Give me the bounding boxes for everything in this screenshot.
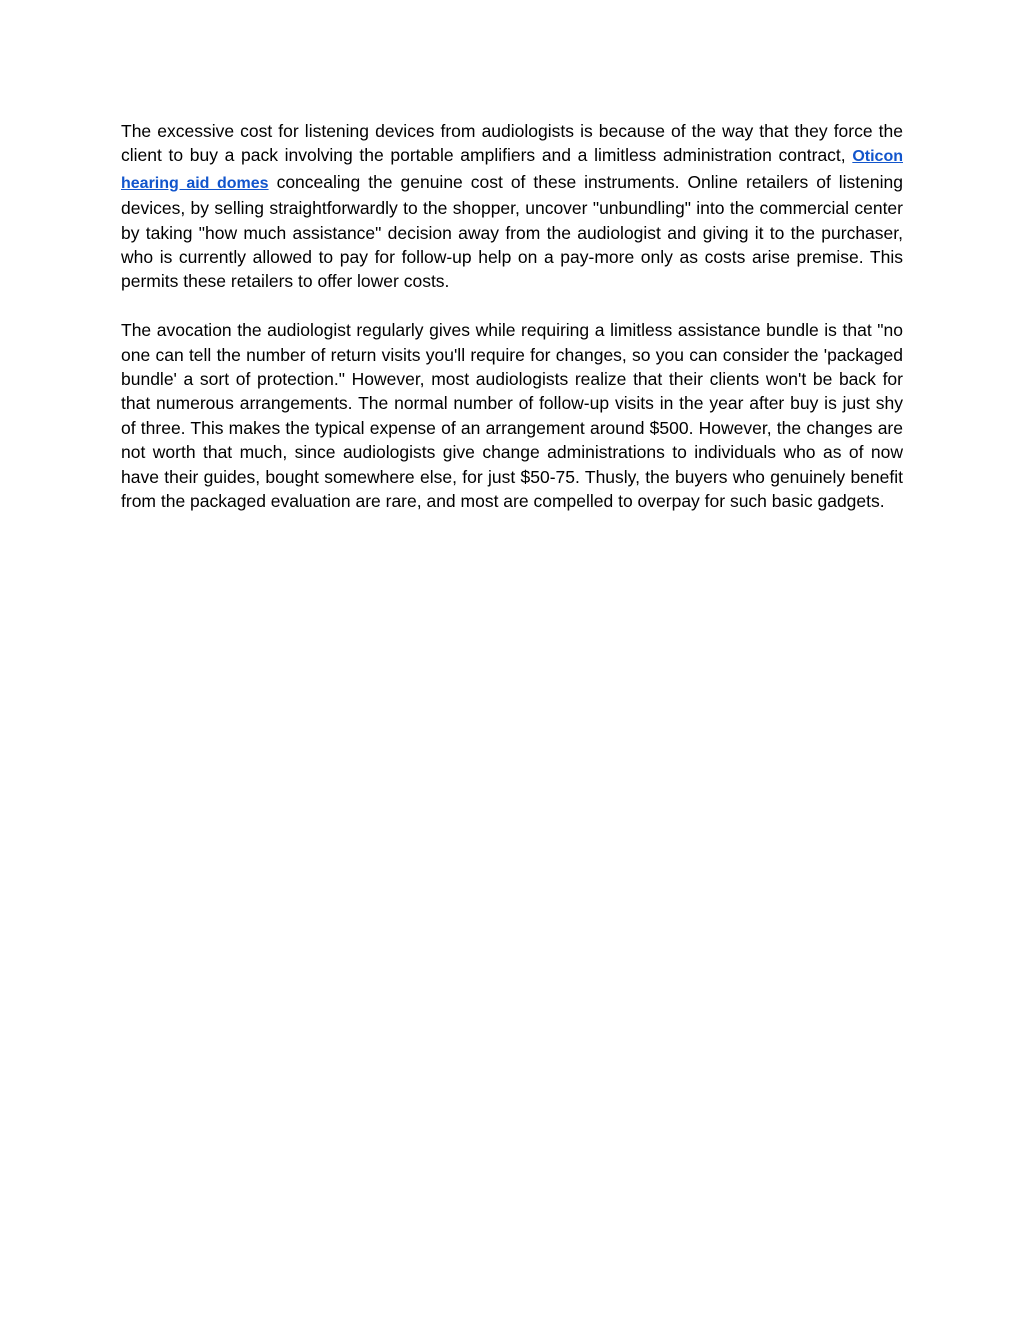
paragraph-2: The avocation the audiologist regularly gives while requiring a limitless assistance bundle is that "no one can tell the number of return visits you'll require for changes, so you can consider the 'packaged bundle' a sort of protection." However, most audiologists realize that their clients won't be back for that numerous arrangements. The normal number of follow-up visits in the year after buy is just shy of three. This makes the typical expense of an arrangement around $500. However, the changes are not worth that much, since audiologists give change administrations to individuals who as of now have their guides, bought somewhere else, for just $50-75. Thusly, the buyers who genuinely benefit from the packaged evaluation are rare, and most are compelled to overpay for such basic gadgets.: [121, 320, 903, 512]
oticon-hearing-aid-domes-link[interactable]: Oticon hearing aid domes: [121, 148, 903, 192]
paragraph-1-text-before-link: The excessive cost for listening devices from audiologists is because of the way that they force the client to buy a pack involving the portable amplifiers and a limitless administration contract,: [121, 121, 903, 166]
paragraph-1-text-after-link: concealing the genuine cost of these instruments. Online retailers of listening devices, by selling straightforwardly to the shopper, uncover "unbundling" into the commercial center by taking "how much assistance" decision away from the audiologist and giving it to the purchaser, who is currently allowed to pay for follow-up help on a pay-more only as costs arise premise. This permits these retailers to offer lower costs.: [121, 171, 903, 292]
document-body: [121, 119, 903, 513]
paragraph-1: [121, 119, 903, 294]
